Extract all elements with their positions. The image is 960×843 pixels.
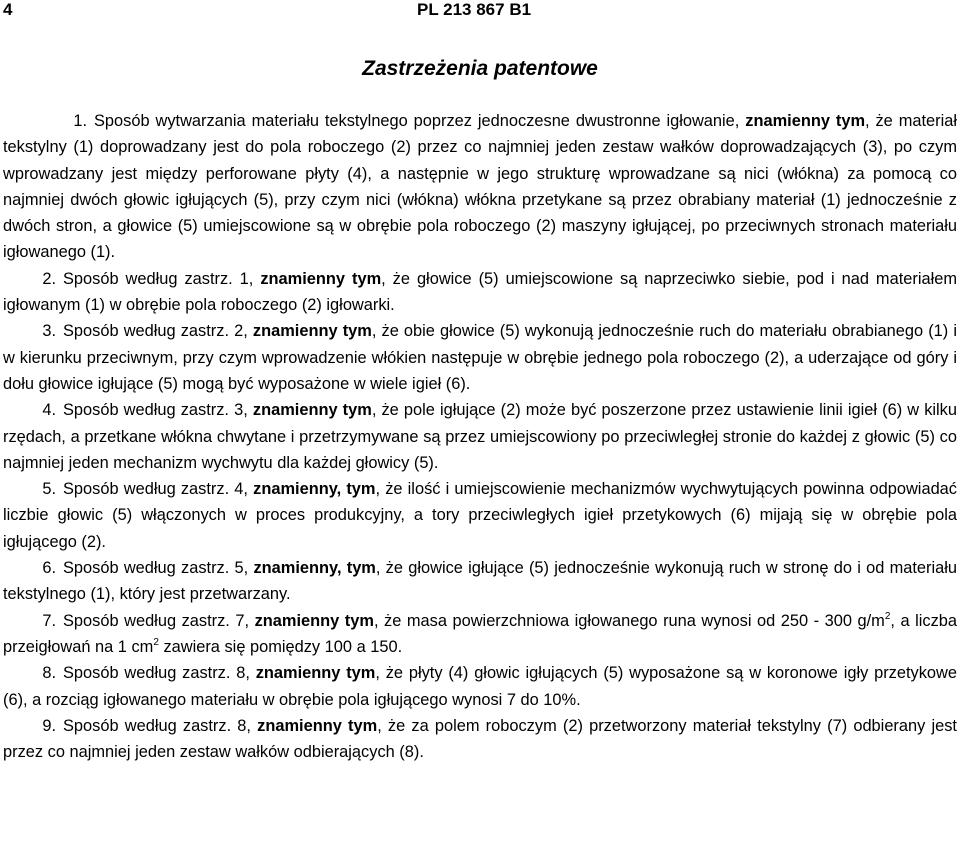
claim-5	[3, 476, 957, 555]
claim-4	[3, 397, 957, 476]
claim-text: , że materiał tekstylny (1) doprowadzany jest do pola roboczego (2) przez co najmniej jeden zestaw wałków doprowadzających (3), po czym wprowadzany jest między perforowane płyty (4), a następnie w jego strukturę wprowadzane są nici (włókna) za pomocą co najmniej dwóch głowic igłujących (5), przy czym nici (włókna) włókna przetykane są przez obrabiany materiał (1) jednocześnie z dwóch stron, a głowice (5) umiejscowione są w obrębie pola roboczego (2) maszyny igłującej, po przeciwnych stronach materiału igłowanego (1).	[3, 112, 957, 262]
patent-id: PL 213 867 B1	[417, 0, 532, 19]
claim-reference: Sposób według zastrz. 1,	[63, 269, 254, 288]
unit-exponent: 2	[884, 610, 891, 622]
claim-reference: Sposób według zastrz. 7,	[63, 611, 250, 630]
claim-9	[3, 713, 957, 766]
claim-reference: Sposób według zastrz. 8,	[63, 664, 250, 683]
claim-text: , że za polem roboczym (2) przetworzony materiał tekstylny (7) odbierany jest przez co najmniej jeden zestaw wałków odbierających (8).	[3, 716, 957, 762]
claim-intro: Sposób wytwarzania materiału tekstylnego poprzez jednoczesne dwustronne igłowanie,	[94, 112, 740, 130]
claim-keyword: znamienny tym	[257, 716, 378, 735]
claim-7	[3, 608, 957, 661]
claim-keyword: znamienny tym	[254, 611, 374, 630]
section-title: Zastrzeżenia patentowe	[362, 57, 598, 80]
claim-number: 2.	[42, 269, 56, 288]
claim-reference: Sposób według zastrz. 4,	[63, 480, 248, 499]
claims-body	[3, 108, 957, 765]
claim-number: 1.	[73, 112, 87, 130]
claim-8	[3, 660, 957, 713]
claim-reference: Sposób według zastrz. 2,	[63, 322, 248, 341]
claim-keyword: znamienny, tym	[253, 480, 376, 499]
claim-reference: Sposób według zastrz. 3,	[63, 401, 248, 420]
claim-number: 8.	[42, 664, 56, 683]
claim-keyword: znamienny tym	[252, 401, 372, 420]
claim-text: , że płyty (4) głowic igłujących (5) wyposażone są w koronowe igły przetykowe (6), a rozciąg igłowanego materiału w obrębie pola igłującego wynosi 7 do 10%.	[3, 664, 957, 709]
claim-number: 3.	[42, 322, 56, 341]
claim-text: zawiera się pomiędzy 100 a 150.	[158, 637, 403, 656]
claim-keyword: znamienny tym	[745, 112, 866, 130]
claim-text: , że obie głowice (5) wykonują jednocześnie ruch do materiału obrabianego (1) i w kierunku przeciwnym, przy czym wprowadzenie włókien następuje w obrębie jednego pola roboczego (2), a uderzające od góry i dołu głowice igłujące (5) mogą być wyposażone w wiele igieł (6).	[3, 322, 957, 393]
claim-text: , że masa powierzchniowa igłowanego runa wynosi od 250 - 300 g/m	[373, 611, 885, 630]
claim-3	[3, 318, 957, 397]
claim-number: 7.	[42, 611, 56, 630]
claim-keyword: znamienny tym	[255, 664, 376, 683]
claim-number: 6.	[42, 559, 56, 578]
claim-text: , że ilość i umiejscowienie mechanizmów wychwytujących powinna odpowiadać liczbie głowic (5) włączonych w proces produkcyjny, a tory przeciwległych igieł przetykowych (6) mijają się w obrębie pola igłującego (2).	[3, 480, 957, 551]
claim-text: , a liczba przeigłowań na 1 cm	[3, 611, 957, 656]
page-number: 4	[3, 0, 13, 19]
claim-number: 9.	[42, 716, 56, 735]
claim-2	[3, 266, 957, 319]
claim-text: , że pole igłujące (2) może być poszerzone przez ustawienie linii igieł (6) w kilku rzędach, a przetkane włókna chwytane i przetrzymywane są przez umiejscowiony po przeciwległej stronie do każdej z głowic (5) co najmniej jeden mechanizm wychwytu dla każdej głowicy (5).	[3, 401, 957, 472]
claim-text: , że głowice (5) umiejscowione są naprzeciwko siebie, pod i nad materiałem igłowanym (1) w obrębie pola roboczego (2) igłowarki.	[3, 269, 957, 315]
claim-text: , że głowice igłujące (5) jednocześnie wykonują ruch w stronę do i od materiału tekstylnego (1), który jest przetwarzany.	[3, 559, 957, 604]
claim-number: 4.	[42, 401, 56, 420]
claim-1	[3, 108, 957, 266]
claim-reference: Sposób według zastrz. 5,	[63, 559, 249, 578]
claim-keyword: znamienny, tym	[253, 559, 376, 578]
claim-reference: Sposób według zastrz. 8,	[63, 716, 251, 735]
claim-keyword: znamienny tym	[252, 322, 372, 341]
claim-number: 5.	[42, 480, 56, 499]
unit-exponent: 2	[153, 636, 159, 648]
claim-6	[3, 555, 957, 608]
claim-keyword: znamienny tym	[260, 269, 382, 288]
